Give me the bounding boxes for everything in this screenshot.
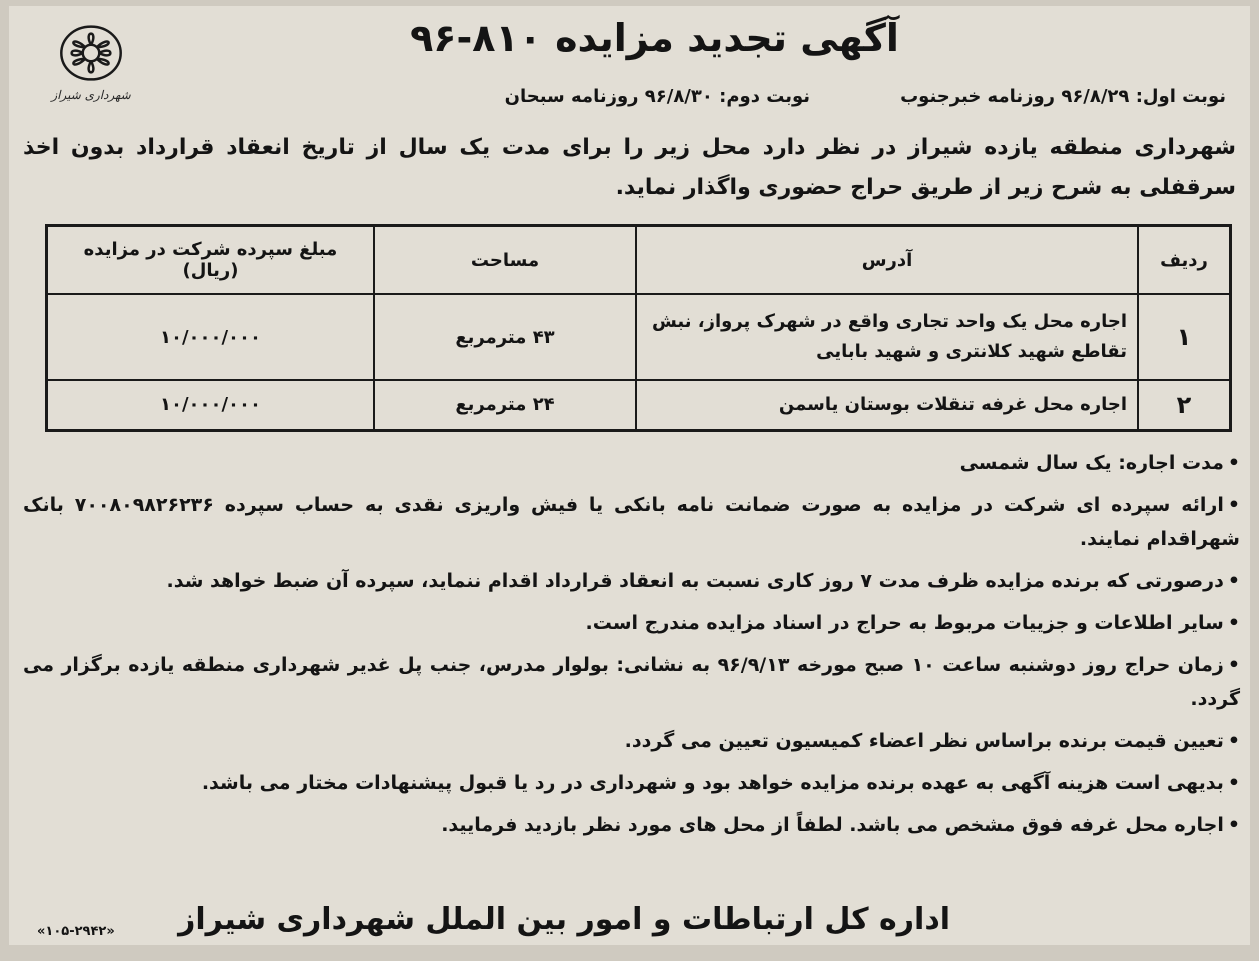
notice-code: «۱۰۵-۲۹۴۲» [37,924,115,939]
row-address: اجاره محل غرفه تنقلات بوستان یاسمن [636,380,1138,430]
condition-text: تعیین قیمت برنده براساس نظر اعضاء کمیسیون تعیین می گردد. [624,730,1224,752]
col-address: آدرس [636,226,1138,295]
bullet-icon: • [1227,730,1240,752]
condition-text: مدت اجاره: یک سال شمسی [959,452,1224,474]
publication-editions [159,86,1226,107]
notice-page [9,6,1250,945]
condition-text: زمان حراج روز دوشنبه ساعت ۱۰ صبح مورخه ۹۶/۹/۱۳ به نشانی: بولوار مدرس، جنب پل غدیر شهرداری منطقه یازده برگزار می گردد. [23,654,1240,710]
condition-text: سایر اطلاعات و جزییات مربوط به حراج در اسناد مزایده مندرج است. [585,612,1224,634]
row-number: ۲ [1138,380,1231,430]
flower-emblem-icon [49,20,133,86]
condition-text: درصورتی که برنده مزایده ظرف مدت ۷ روز کاری نسبت به انعقاد قرارداد اقدام ننماید، سپرده آن ضبط خواهد شد. [166,570,1224,592]
col-area: مساحت [374,226,636,295]
intro-paragraph: شهرداری منطقه یازده شیراز در نظر دارد محل زیر را برای مدت یک سال از تاریخ انعقاد قرارداد بدون اخذ سرقفلی به شرح زیر از طریق حراج حضوری واگذار نماید. [23,135,1236,200]
bullet-icon: • [1227,494,1240,516]
row-area: ۴۳ مترمربع [374,294,636,380]
conditions-list [23,446,1240,850]
bullet-icon: • [1227,772,1240,794]
bullet-icon: • [1227,814,1240,836]
auction-items-table [45,224,1232,432]
list-item [23,766,1240,800]
list-item [23,446,1240,480]
second-edition: نوبت دوم: ۹۶/۸/۳۰ روزنامه سبحان [504,86,811,107]
condition-text: ارائه سپرده ای شرکت در مزایده به صورت ضمانت نامه بانکی یا فیش واریزی نقدی به حساب سپرده ۷۰۰۸۰۹۸۲۶۲۳۶ بانک شهراقدام نمایند. [23,494,1240,550]
list-item [23,606,1240,640]
condition-text: اجاره محل غرفه فوق مشخص می باشد. لطفاً از محل های مورد نظر بازدید فرمایید. [441,814,1224,836]
logo-wordmark: شهرداری شیراز [51,88,131,102]
table-row [47,380,1231,430]
bullet-icon: • [1227,612,1240,634]
bullet-icon: • [1227,570,1240,592]
list-item [23,488,1240,556]
row-deposit: ۱۰/۰۰۰/۰۰۰ [47,380,375,430]
row-area: ۲۴ مترمربع [374,380,636,430]
list-item [23,648,1240,716]
table-header-row [47,226,1231,295]
condition-text: بدیهی است هزینه آگهی به عهده برنده مزایده خواهد بود و شهرداری در رد یا قبول پیشنهادات مختار می باشد. [201,772,1224,794]
col-row-number: ردیف [1138,226,1231,295]
bullet-icon: • [1227,654,1240,676]
list-item [23,564,1240,598]
col-deposit: مبلغ سپرده شرکت در مزایده (ریال) [47,226,375,295]
table-row [47,294,1231,380]
notice-title: آگهی تجدید مزایده ۸۱۰-۹۶ [410,16,899,60]
row-number: ۱ [1138,294,1231,380]
first-edition: نوبت اول: ۹۶/۸/۲۹ روزنامه خبرجنوب [900,86,1226,107]
municipality-logo [25,20,157,124]
row-deposit: ۱۰/۰۰۰/۰۰۰ [47,294,375,380]
issuing-organization: اداره کل ارتباطات و امور بین الملل شهرداری شیراز [178,902,950,937]
row-address: اجاره محل یک واحد تجاری واقع در شهرک پرواز، نبش تقاطع شهید کلانتری و شهید بابایی [636,294,1138,380]
list-item [23,808,1240,842]
list-item [23,724,1240,758]
bullet-icon: • [1227,452,1240,474]
